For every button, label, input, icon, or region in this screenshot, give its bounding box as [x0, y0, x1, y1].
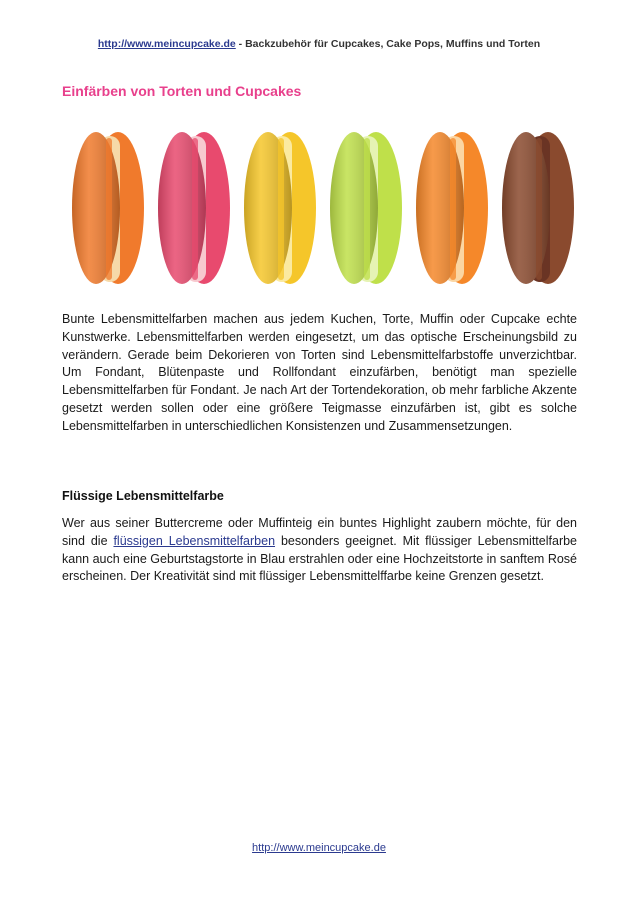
macaron	[72, 132, 144, 284]
section-heading: Flüssige Lebensmittelfarbe	[62, 489, 224, 503]
macaron	[502, 132, 574, 284]
intro-paragraph: Bunte Lebensmittelfarben machen aus jedem Kuchen, Torte, Muffin oder Cupcake echte Kunstwerke. Lebensmittelfarben werden eingesetzt, um das optische Erscheinungsbild zu verändern. Gerade beim Dekorieren von Torten sind Lebensmittelfarbstoffe unverzichtbar. Um Fondant, Blütenpaste und Rollfondant einzufärben, benötigt man spezielle Lebensmittelfarben für Fondant. Je nach Art der Tortendekoration, ob mehr farbliche Akzente gesetzt werden sollen oder eine größere Teigmasse einzufärben ist, gibt es solche Lebensmittelfarben in unterschiedlichen Konsistenzen und Zusammensetzungen.	[62, 312, 577, 433]
header-link[interactable]: http://www.meincupcake.de	[97, 38, 236, 50]
page-title: Einfärben von Torten und Cupcakes	[62, 83, 302, 99]
macarons-image	[72, 128, 577, 290]
page-footer	[0, 842, 638, 854]
header-tagline: - Backzubehör für Cupcakes, Cake Pops, Muffins und Torten	[235, 38, 541, 50]
section-paragraph	[62, 515, 577, 586]
macaron	[158, 132, 230, 284]
section-text-before: Wer aus seiner Buttercreme oder Muffinteig ein buntes Highlight zaubern möchte, für den sind die	[62, 516, 577, 548]
macaron	[244, 132, 316, 284]
macaron	[416, 132, 488, 284]
section-text-after: besonders geeignet. Mit flüssiger Lebensmittelfarbe kann auch eine Geburtstagstorte in Blau erstrahlen oder eine Hochzeitstorte in sanftem Rosé erscheinen. Der Kreativität sind mit flüssiger Lebensmittelffarbe keine Grenzen gesetzt.	[62, 533, 578, 584]
page-header	[0, 38, 638, 50]
liquid-colors-link[interactable]: flüssigen Lebensmittelfarben	[113, 533, 276, 548]
macaron	[330, 132, 402, 284]
footer-link[interactable]: http://www.meincupcake.de	[252, 842, 386, 854]
